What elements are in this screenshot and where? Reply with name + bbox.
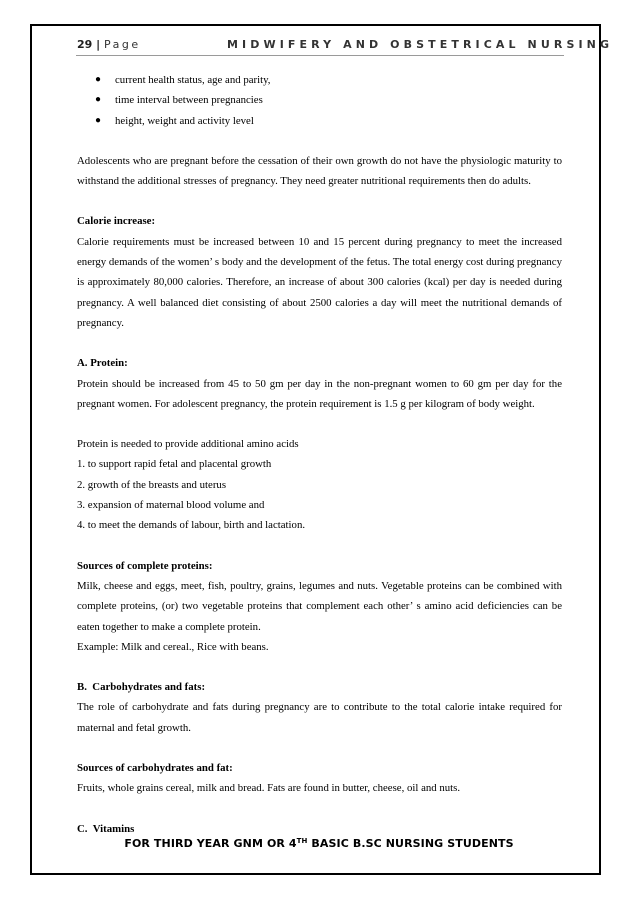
- bullet-item: [77, 70, 562, 90]
- protein-list-item: 4. to meet the demands of labour, birth and lactation.: [77, 519, 306, 532]
- sources-protein-example: Example: Milk and cereal., Rice with beans.: [77, 640, 269, 653]
- page-footer: [0, 837, 638, 850]
- header-rule: [76, 55, 564, 56]
- page-header: [77, 38, 614, 51]
- bullet-text: current health status, age and parity,: [115, 74, 271, 86]
- bullet-icon: ●: [95, 74, 102, 85]
- protein-paragraph: Protein should be increased from 45 to 50 gm per day in the non-pregnant women to 60 gm per day for the pregnant women. For adolescent pregnancy, the protein requirement is 1.5 g per kilogram of body weight.: [77, 377, 562, 410]
- calorie-heading: Calorie increase:: [77, 215, 156, 228]
- footer-superscript: TH: [296, 837, 308, 845]
- carbs-paragraph: The role of carbohydrate and fats during pregnancy are to contribute to the total calorie intake required for maternal and fetal growth.: [77, 701, 562, 734]
- bullet-item: [77, 111, 562, 131]
- header-separator: |: [96, 38, 101, 51]
- page-number: 29: [77, 38, 93, 51]
- sources-protein-heading: Sources of complete proteins:: [77, 559, 213, 572]
- footer-suffix: BASIC B.SC NURSING STUDENTS: [307, 837, 514, 850]
- bullet-icon: ●: [95, 94, 102, 106]
- protein-list-item: 3. expansion of maternal blood volume and: [77, 499, 265, 512]
- protein-heading: A. Protein:: [77, 357, 128, 370]
- sources-carbs-paragraph: Fruits, whole grains cereal, milk and bread. Fats are found in butter, cheese, oil and nuts.: [77, 782, 461, 795]
- sources-carbs-heading: Sources of carbohydrates and fat:: [77, 762, 233, 775]
- carbs-heading: B. Carbohydrates and fats:: [77, 681, 206, 694]
- protein-list-item: 2. growth of the breasts and uterus: [77, 478, 227, 491]
- vitamins-heading: C. Vitamins: [77, 822, 135, 835]
- document-title: MIDWIFERY AND OBSTETRICAL NURSING: [227, 38, 614, 51]
- footer-prefix: FOR THIRD YEAR GNM OR 4: [124, 837, 297, 850]
- factor-bullet-list: [77, 70, 562, 131]
- bullet-text: time interval between pregnancies: [115, 94, 263, 107]
- calorie-paragraph: Calorie requirements must be increased between 10 and 15 percent during pregnancy to meet the increased energy demands of the women’ s body and the development of the fetus. The total energy cost during pregnancy is approximately 80,000 calories. Therefore, an increase of about 300 calories (kcal) per day is needed during pregnancy. A well balanced diet consisting of about 2500 calories a day will meet the nutritional demands of pregnancy.: [77, 235, 562, 329]
- sources-protein-paragraph: Milk, cheese and eggs, meet, fish, poultry, grains, legumes and nuts. Vegetable proteins can be combined with complete proteins, (or) two vegetable proteins that complement each other’ s amino acid deficiencies can be eaten together to make a complete protein.: [77, 579, 562, 633]
- protein-needed-text: Protein is needed to provide additional amino acids: [77, 438, 299, 451]
- page-number-block: [77, 38, 141, 51]
- adolescents-paragraph: Adolescents who are pregnant before the cessation of their own growth do not have the physiologic maturity to withstand the additional stresses of pregnancy. They need greater nutritional requirements then do adults.: [77, 154, 562, 188]
- page-content: [77, 70, 562, 839]
- bullet-text: height, weight and activity level: [115, 114, 254, 127]
- page-word: Page: [104, 38, 141, 51]
- bullet-item: [77, 90, 562, 110]
- protein-list-item: 1. to support rapid fetal and placental growth: [77, 458, 272, 471]
- bullet-icon: ●: [95, 114, 102, 126]
